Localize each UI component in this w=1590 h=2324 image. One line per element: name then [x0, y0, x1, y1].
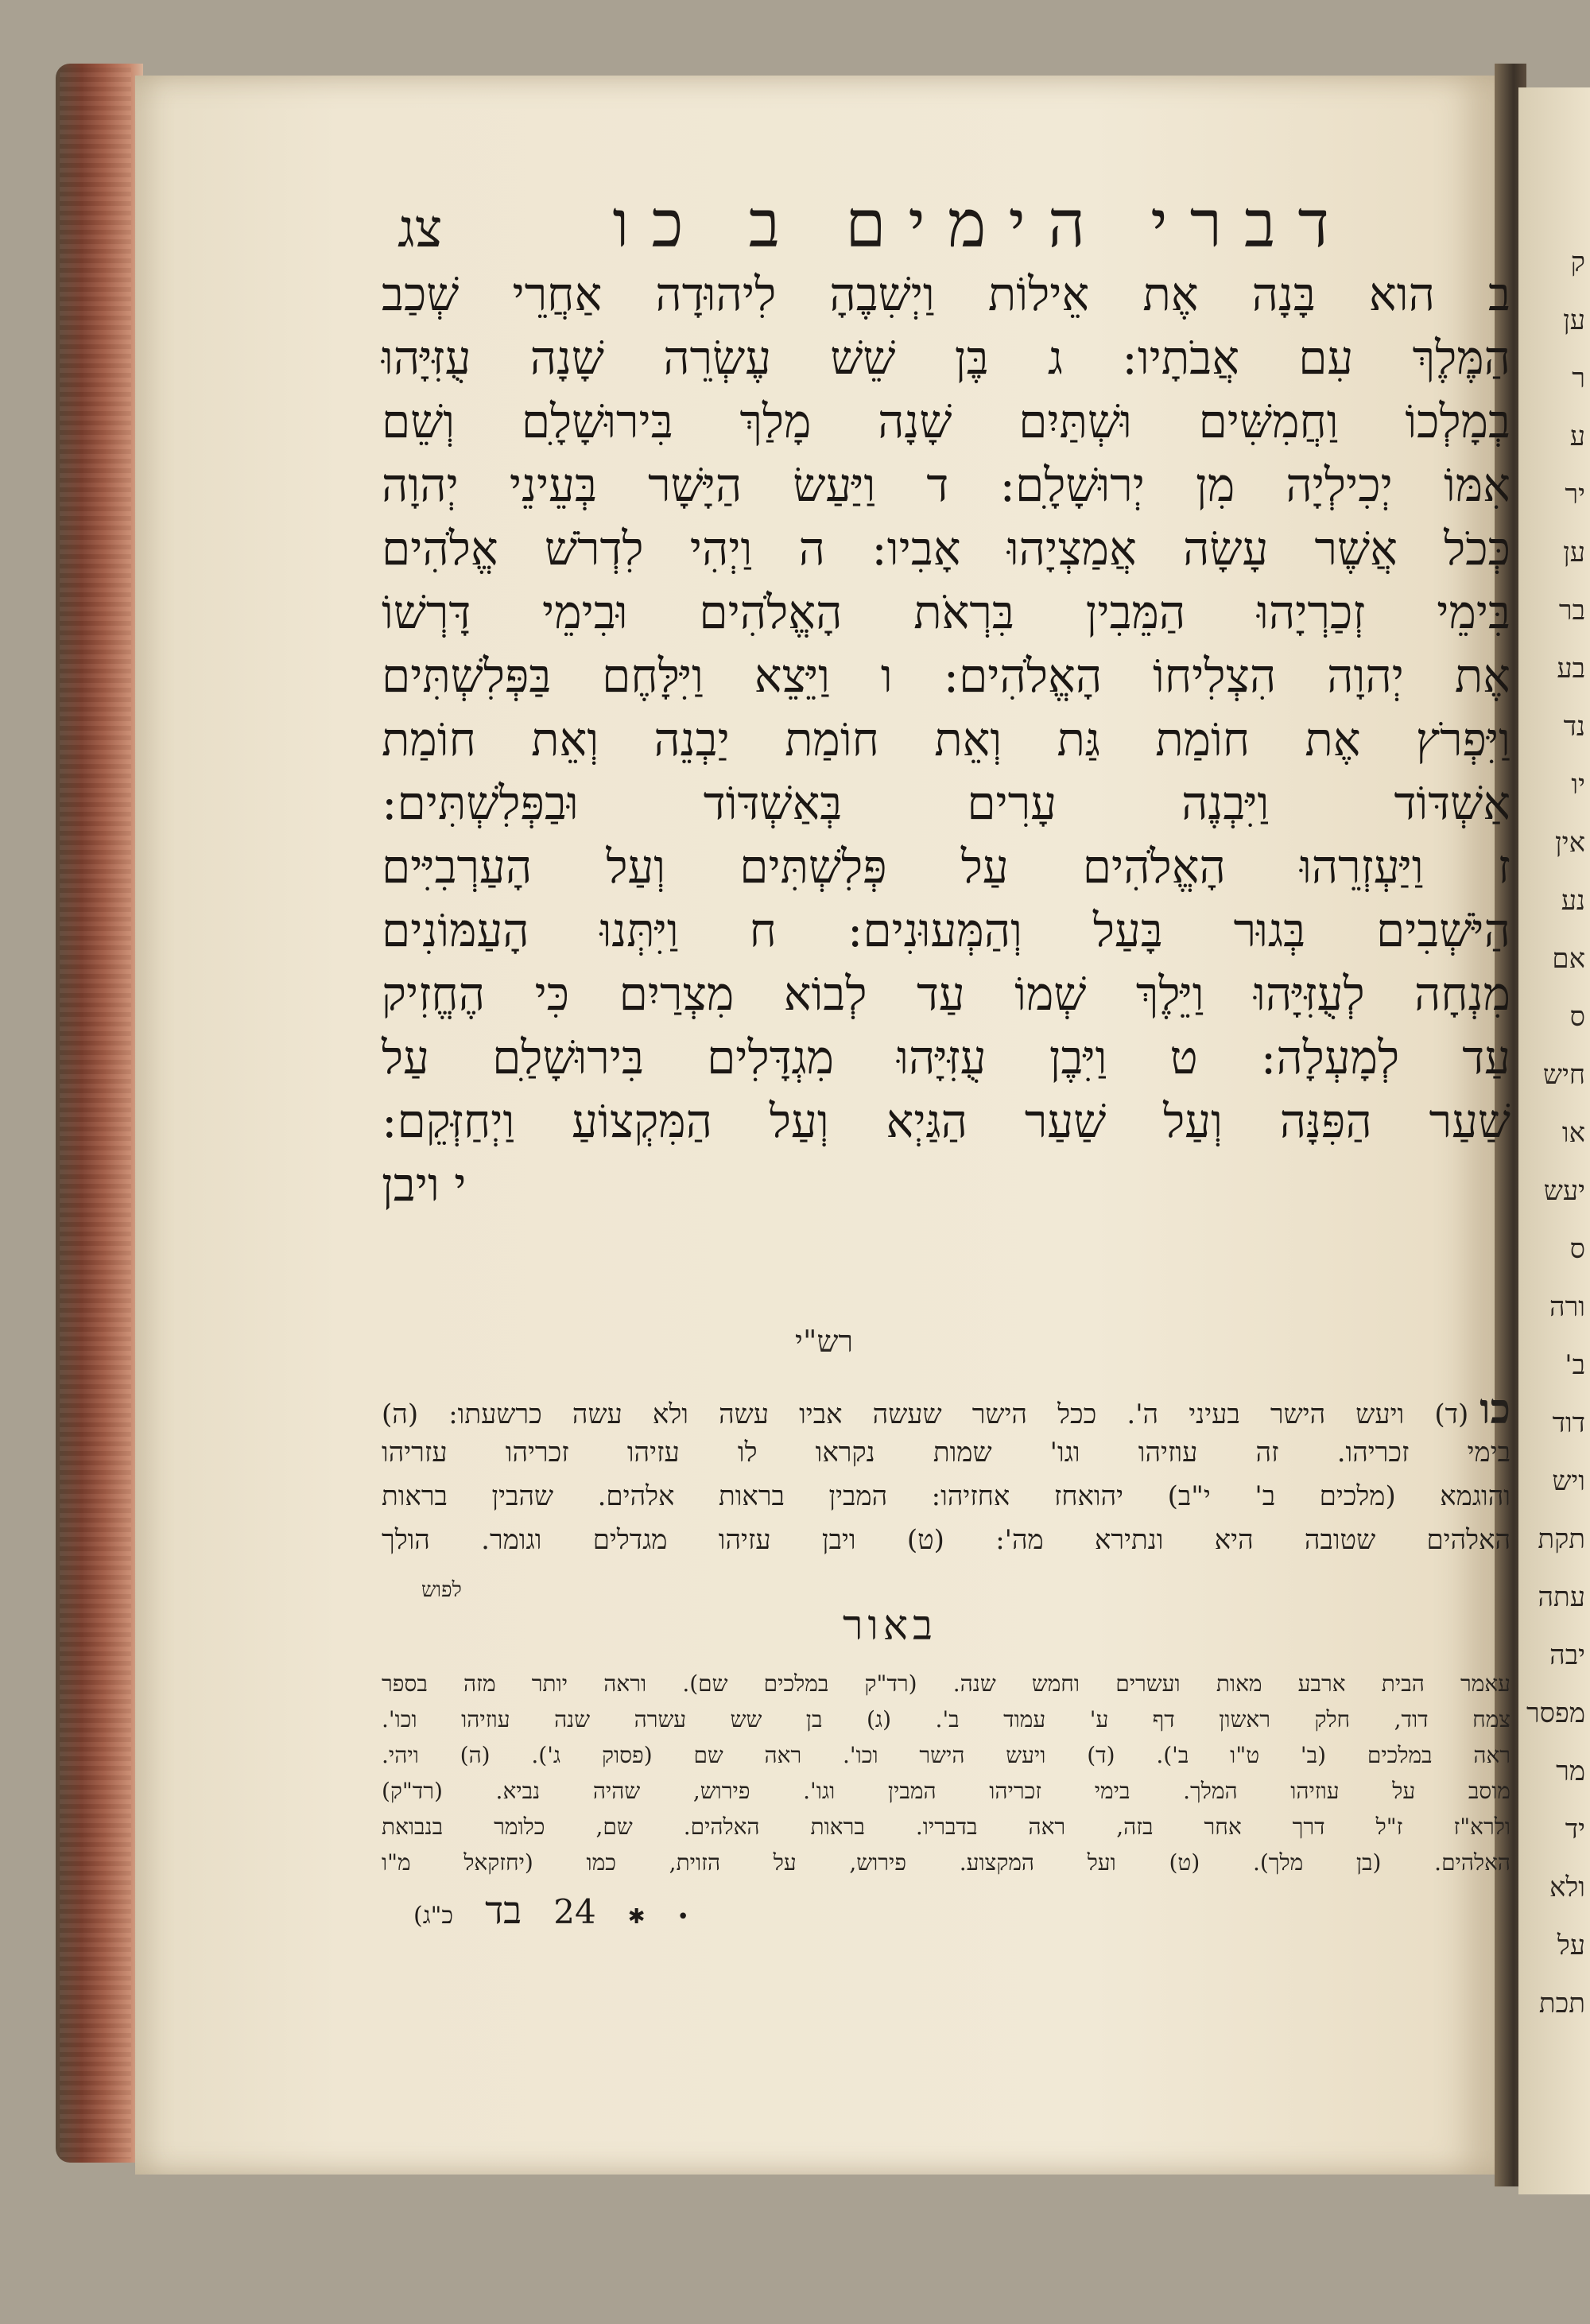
beur-line: האלהים. (בן מלך). (ט) ועל המקצוע. פירוש, על הזוית, כמו (יחזקאל מ"ו: [382, 1849, 1510, 1876]
right-page-fragment-text: ולא: [1549, 1872, 1585, 1903]
rashi-line: והוגמא (מלכים ב' י"ב) יהואחז אחזיהו: המבין בראות אלהים. שהבין בראות: [382, 1480, 1510, 1512]
right-page-fragment-text: על: [1557, 1930, 1585, 1961]
page-number-hebrew: צג: [398, 198, 443, 259]
right-page-fragment: [1518, 87, 1590, 2194]
rashi-line: בימי זכריהו. זה עוזיהו וגו' שמות נקראו לו עזיהו זכריהו עזריהו: [382, 1437, 1510, 1469]
main-line: אִמּוֹ יְכִילְיָה מִן יְרוּשָׁלָ‍ִם: ד וַיַּעַשׂ הַיָּשָׁר בְּעֵינֵי יְהוָה: [382, 458, 1510, 512]
beur-line: מוסב על עוזיהו המלך. בימי זכריהו המבין וגו'. פירוש, שהיה נביא. (רד"ק): [382, 1778, 1510, 1804]
chapter-label: כו: [1479, 1385, 1510, 1434]
right-page-fragment-text: יעש: [1543, 1175, 1585, 1207]
main-line: כְּכֹל אֲשֶׁר עָשָׂה אֲמַצְיָהוּ אָבִיו: ה וַיְהִי לִדְרֹשׁ אֱלֹהִים: [382, 522, 1510, 576]
right-page-fragment-text: תכת: [1538, 1988, 1585, 2019]
right-page-fragment-text: נד: [1563, 711, 1585, 743]
main-line: שַׁעַר הַפִּנָּה וְעַל שַׁעַר הַגַּיְא וְעַל הַמִּקְצוֹעַ וַיְחַזְּקֵם:: [382, 1094, 1510, 1148]
rashi-line: כו(ד) ויעש הישר בעיני ה'. ככל הישר שעשה אביו עשה ולא עשה כרשעתו: (ה): [382, 1385, 1510, 1434]
right-page-fragment-text: ויש: [1552, 1465, 1585, 1497]
ornament-star-icon: ✱: [627, 1905, 646, 1929]
right-page-fragment-text: מר: [1556, 1756, 1585, 1787]
right-page-fragment-text: ר: [1572, 363, 1585, 394]
rashi-line: האלהים שטובה היא ונתירא מה': (ט) ויבן עזיהו מגדלים וגומר. הולך: [382, 1524, 1510, 1556]
rashi-title: רש"י: [795, 1324, 854, 1359]
right-page-fragment-text: ע: [1569, 421, 1585, 452]
signature-mark-icon: •: [677, 1905, 689, 1929]
beur-line: ראה במלכים (ב' ט"ו ב'). (ד) ויעש הישר וכו'. ראה שם (פסוק ג'). (ה) ויהי.: [382, 1742, 1510, 1768]
beur-line: ולרא"ז ז"ל דרך אחר בזה, ראה בדבריו. בראות האלהים. שם, כלומר בנבואת: [382, 1814, 1510, 1840]
beur-line: צמח דוד, חלק ראשון דף ע' עמוד ב'. (ג) בן שש עשרה שנה עוזיהו וכו'.: [382, 1706, 1510, 1732]
right-page-fragment-text: מפסר: [1526, 1697, 1585, 1729]
page-edges: [60, 68, 131, 2159]
right-page-fragment-text: בע: [1557, 653, 1585, 685]
main-line: הַמֶּלֶךְ עִם אֲבֹתָיו: ג בֶּן שֵׁשׁ עֶשְׂרֵה שָׁנָה עֻזִּיָּהוּ: [382, 331, 1510, 385]
main-line: ב הוא בָּנָה אֶת אֵילוֹת וַיְשִׁבֶהָ לִיהוּדָה אַחֲרֵי שְׁכַב: [382, 267, 1510, 321]
right-page-fragment-text: ורה: [1549, 1291, 1585, 1323]
right-page-fragment-text: יר: [1565, 479, 1585, 510]
rashi-catchword: לפוש: [421, 1578, 462, 1602]
right-page-fragment-text: דוד: [1552, 1407, 1585, 1439]
main-line: הַיֹּשְׁבִים בְּגוּר בָּעַל וְהַמְּעוּנִים: ח וַיִּתְּנוּ הָעַמּוֹנִים: [382, 903, 1510, 957]
running-head: [398, 187, 1352, 262]
main-line: אֶת יְהוָה הִצְלִיחוֹ הָאֱלֹהִים: ו וַיֵּצֵא וַיִּלָּחֶם בַּפְּלִשְׁתִּים: [382, 649, 1510, 703]
catchword-main: י ויבן: [382, 1158, 467, 1212]
main-line: ז וַיַּעְזְרֵהוּ הָאֱלֹהִים עַל פְּלִשְׁתִּים וְעַל הָעַרְבִיִּים: [382, 840, 1510, 894]
right-page-fragment-text: עתה: [1538, 1581, 1585, 1613]
right-page-fragment-text: בר: [1558, 595, 1585, 627]
beur-title: באור: [843, 1602, 938, 1650]
main-line: וַיִּפְרֹץ אֶת חוֹמַת גַּת וְאֵת חוֹמַת יַבְנֵה וְאֵת חוֹמַת: [382, 712, 1510, 766]
page-footer: [413, 1888, 1208, 1933]
right-page-fragment-text: תקת: [1538, 1523, 1585, 1555]
right-page-fragment-text: ק: [1570, 246, 1585, 278]
beur-commentary: [382, 1666, 1510, 1880]
footer-page-number: 24: [553, 1892, 596, 1931]
main-text: [382, 262, 1510, 1216]
main-line: עַד לְמָעְלָה: ט וַיִּבֶן עֻזִּיָּהוּ מִגְדָּלִים בִּירוּשָׁלַ‍ִם עַל: [382, 1030, 1510, 1084]
beur-line: עאמר הבית ארבע מאות ועשרים וחמש שנה. (רד"ק במלכים שם). וראה יותר מזה בספר: [382, 1670, 1510, 1697]
right-page-fragment-text: ס: [1569, 1233, 1585, 1265]
right-page-fragment-text: ב': [1565, 1349, 1585, 1381]
rashi-commentary: [382, 1387, 1510, 1562]
main-line: בְמָלְכוֹ וַחֲמִשִּׁים וּשְׁתַּיִם שָׁנָה מָלַךְ בִּירוּשָׁלָ‍ִם וְשֵׁם: [382, 394, 1510, 448]
right-page-fragment-text: נע: [1561, 885, 1585, 917]
footer-catchword: בד: [485, 1888, 522, 1933]
main-line: אַשְׁדּוֹד וַיִּבְנֶה עָרִים בְּאַשְׁדּוֹד וּבַפְּלִשְׁתִּים:: [382, 776, 1510, 830]
main-line: מִנְחָה לְעֻזִּיָּהוּ וַיֵּלֶךְ שְׁמוֹ עַד לְבוֹא מִצְרַיִם כִּי הֶחֱזִיק: [382, 967, 1510, 1021]
right-page-fragment-text: ען: [1563, 305, 1585, 336]
right-page-fragment-text: יו: [1571, 769, 1585, 801]
right-page-fragment-text: ס: [1569, 1001, 1585, 1033]
right-page-fragment-text: חיש: [1542, 1059, 1585, 1091]
right-page-fragment-text: יד: [1565, 1814, 1585, 1845]
right-page-fragment-text: או: [1561, 1117, 1585, 1149]
right-page-fragment-text: אין: [1555, 827, 1585, 859]
main-line: בִּימֵי זְכַרְיָהוּ הַמֵּבִין בִּרְאֹת הָאֱלֹהִים וּבִימֵי דָּרְשׁוֹ: [382, 585, 1510, 639]
running-title: דברי הימים ב כו: [612, 187, 1352, 262]
right-page-fragment-text: אם: [1552, 943, 1585, 975]
right-page-fragment-text: יבה: [1549, 1639, 1585, 1671]
right-page-fragment-text: ען: [1563, 537, 1585, 568]
footer-reference: כ"ג): [413, 1902, 454, 1930]
